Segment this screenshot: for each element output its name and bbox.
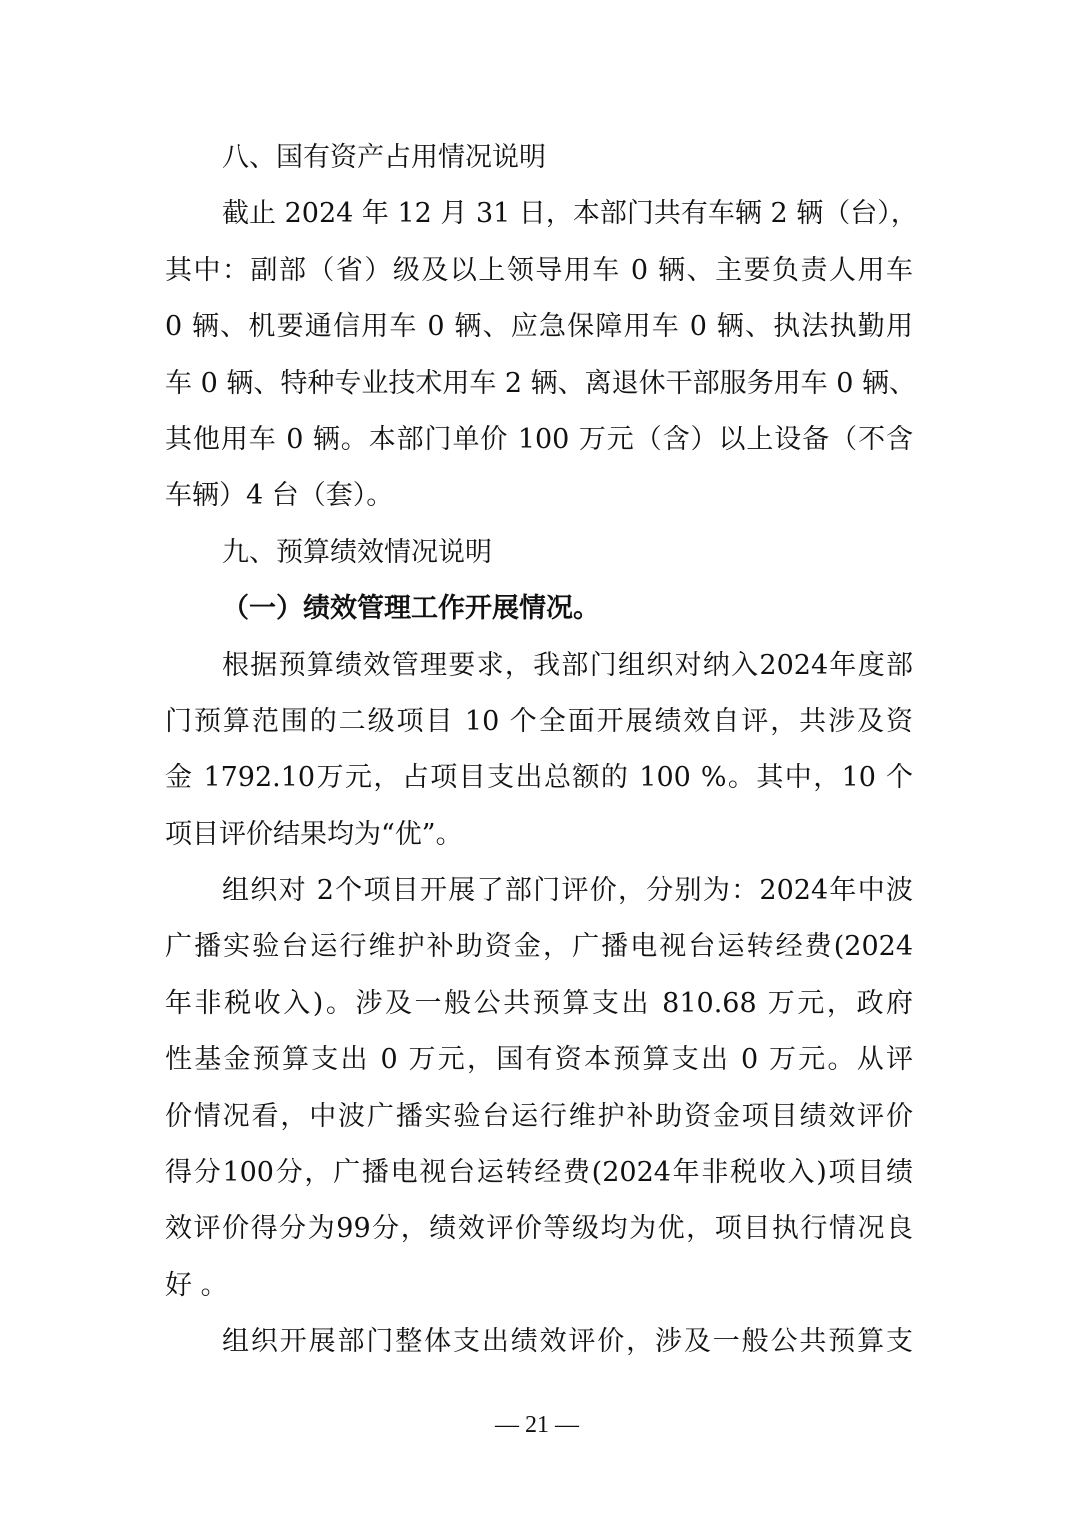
paragraph-line: 车辆）4 台（套）。 [165, 480, 394, 512]
section-heading-8: 八、国有资产占用情况说明 [222, 142, 546, 173]
paragraph-line: 广播实验台运行维护补助资金，广播电视台运转经费(2024 [165, 931, 913, 963]
paragraph-line: 其他用车 0 辆。本部门单价 100 万元（含）以上设备（不含 [165, 423, 913, 455]
paragraph-line: 价情况看，中波广播实验台运行维护补助资金项目绩效评价 [165, 1100, 913, 1132]
paragraph-line: 效评价得分为99分，绩效评价等级均为优，项目执行情况良 [165, 1213, 913, 1245]
document-body [165, 130, 918, 1371]
paragraph-line: 车 0 辆、特种专业技术用车 2 辆、离退休干部服务用车 0 辆、 [165, 367, 917, 399]
subsection-heading: （一）绩效管理工作开展情况。 [222, 593, 600, 625]
paragraph-line: 其中：副部（省）级及以上领导用车 0 辆、主要负责人用车 [165, 254, 913, 286]
paragraph-line: 项目评价结果均为“优”。 [165, 818, 463, 850]
section-heading-9: 九、预算绩效情况说明 [222, 536, 492, 568]
paragraph-line: 组织开展部门整体支出绩效评价，涉及一般公共预算支 [222, 1326, 913, 1358]
paragraph-line: 性基金预算支出 0 万元，国有资本预算支出 0 万元。从评 [165, 1044, 913, 1076]
paragraph-line: 门预算范围的二级项目 10 个全面开展绩效自评，共涉及资 [165, 705, 913, 737]
paragraph-line: 好 。 [165, 1269, 228, 1301]
paragraph-line: 年非税收入)。涉及一般公共预算支出 810.68 万元，政府 [165, 987, 913, 1019]
paragraph-line: 0 辆、机要通信用车 0 辆、应急保障用车 0 辆、执法执勤用 [165, 311, 913, 343]
paragraph-line: 组织对 2个项目开展了部门评价，分别为：2024年中波 [222, 875, 913, 907]
paragraph-line: 得分100分，广播电视台运转经费(2024年非税收入)项目绩 [165, 1157, 913, 1189]
page-number: — 21 — [495, 1412, 579, 1438]
paragraph-line: 截止 2024 年 12 月 31 日，本部门共有车辆 2 辆（台）， [222, 198, 918, 230]
paragraph-line: 根据预算绩效管理要求，我部门组织对纳入2024年度部 [222, 649, 913, 681]
paragraph-line: 金 1792.10万元，占项目支出总额的 100 %。其中，10 个 [165, 762, 913, 794]
